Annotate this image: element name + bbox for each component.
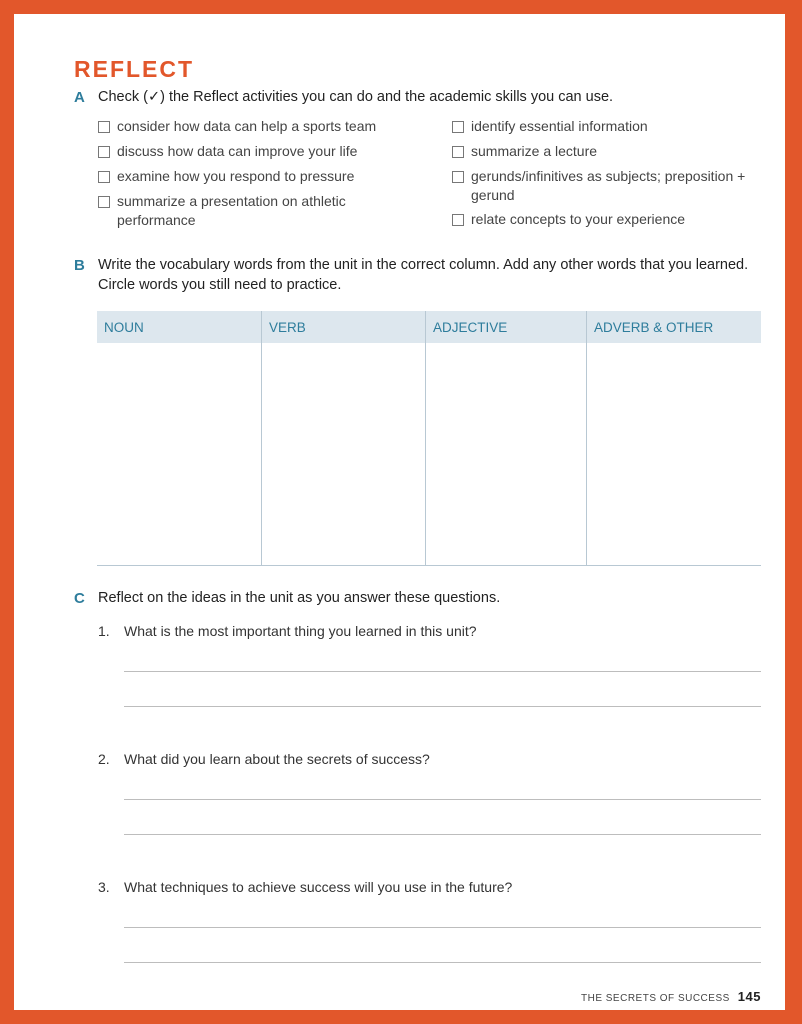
section-a-instruction: Check (✓) the Reflect activities you can do and the academic skills you can use. [98, 89, 614, 105]
question-text: What did you learn about the secrets of success? [124, 751, 430, 767]
noun-cell[interactable] [97, 343, 262, 566]
section-a-letter: A [74, 89, 85, 106]
vocabulary-table [97, 311, 761, 566]
page-title: REFLECT [74, 56, 195, 82]
checkbox[interactable] [98, 196, 110, 208]
answer-line[interactable] [124, 799, 761, 800]
section-c-letter: C [74, 590, 85, 607]
section-c-instruction: Reflect on the ideas in the unit as you answer these questions. [98, 590, 501, 606]
running-title: THE SECRETS OF SUCCESS [580, 993, 730, 1004]
checklist-label: summarize a lecture [471, 143, 598, 159]
checkbox[interactable] [98, 171, 110, 183]
question-text: What is the most important thing you learned in this unit? [124, 623, 477, 639]
question-2 [98, 751, 430, 767]
page-number: 145 [737, 989, 761, 1004]
checklist-label: gerunds/infinitives as subjects; preposition + gerund [471, 168, 746, 203]
question-1 [98, 623, 477, 639]
checklist-label: summarize a presentation on athletic performance [117, 193, 346, 228]
question-text: What techniques to achieve success will you use in the future? [124, 879, 513, 895]
adjective-cell[interactable] [426, 343, 587, 566]
answer-line[interactable] [124, 834, 761, 835]
checklist-label: identify essential information [471, 118, 648, 134]
checklist-label: consider how data can help a sports team [117, 118, 377, 134]
question-number: 1. [98, 623, 110, 639]
checkbox[interactable] [452, 146, 464, 158]
section-b-letter: B [74, 257, 85, 274]
verb-cell[interactable] [262, 343, 426, 566]
checklist-item[interactable] [452, 167, 772, 207]
checklist-item[interactable] [98, 192, 398, 232]
answer-line[interactable] [124, 706, 761, 707]
answer-line[interactable] [124, 927, 761, 928]
column-header-noun: NOUN [97, 311, 262, 343]
answer-line[interactable] [124, 671, 761, 672]
checkbox[interactable] [452, 214, 464, 226]
question-number: 2. [98, 751, 110, 767]
page-footer [581, 989, 761, 1004]
checklist-label: discuss how data can improve your life [117, 143, 358, 159]
checkbox[interactable] [452, 121, 464, 133]
adverb-other-cell[interactable] [587, 343, 762, 566]
worksheet-page [14, 14, 785, 1010]
question-number: 3. [98, 879, 110, 895]
column-header-adjective: ADJECTIVE [426, 311, 587, 343]
section-b-instruction: Write the vocabulary words from the unit in the correct column. Add any other words that you learned. Circle words you still need to practice. [98, 257, 749, 293]
column-header-adverb-other: ADVERB & OTHER [587, 311, 762, 343]
answer-line[interactable] [124, 962, 761, 963]
checklist-label: examine how you respond to pressure [117, 168, 355, 184]
checklist-label: relate concepts to your experience [471, 211, 686, 227]
checkbox[interactable] [98, 121, 110, 133]
question-3 [98, 879, 512, 895]
checkbox[interactable] [452, 171, 464, 183]
column-header-verb: VERB [262, 311, 426, 343]
checkbox[interactable] [98, 146, 110, 158]
